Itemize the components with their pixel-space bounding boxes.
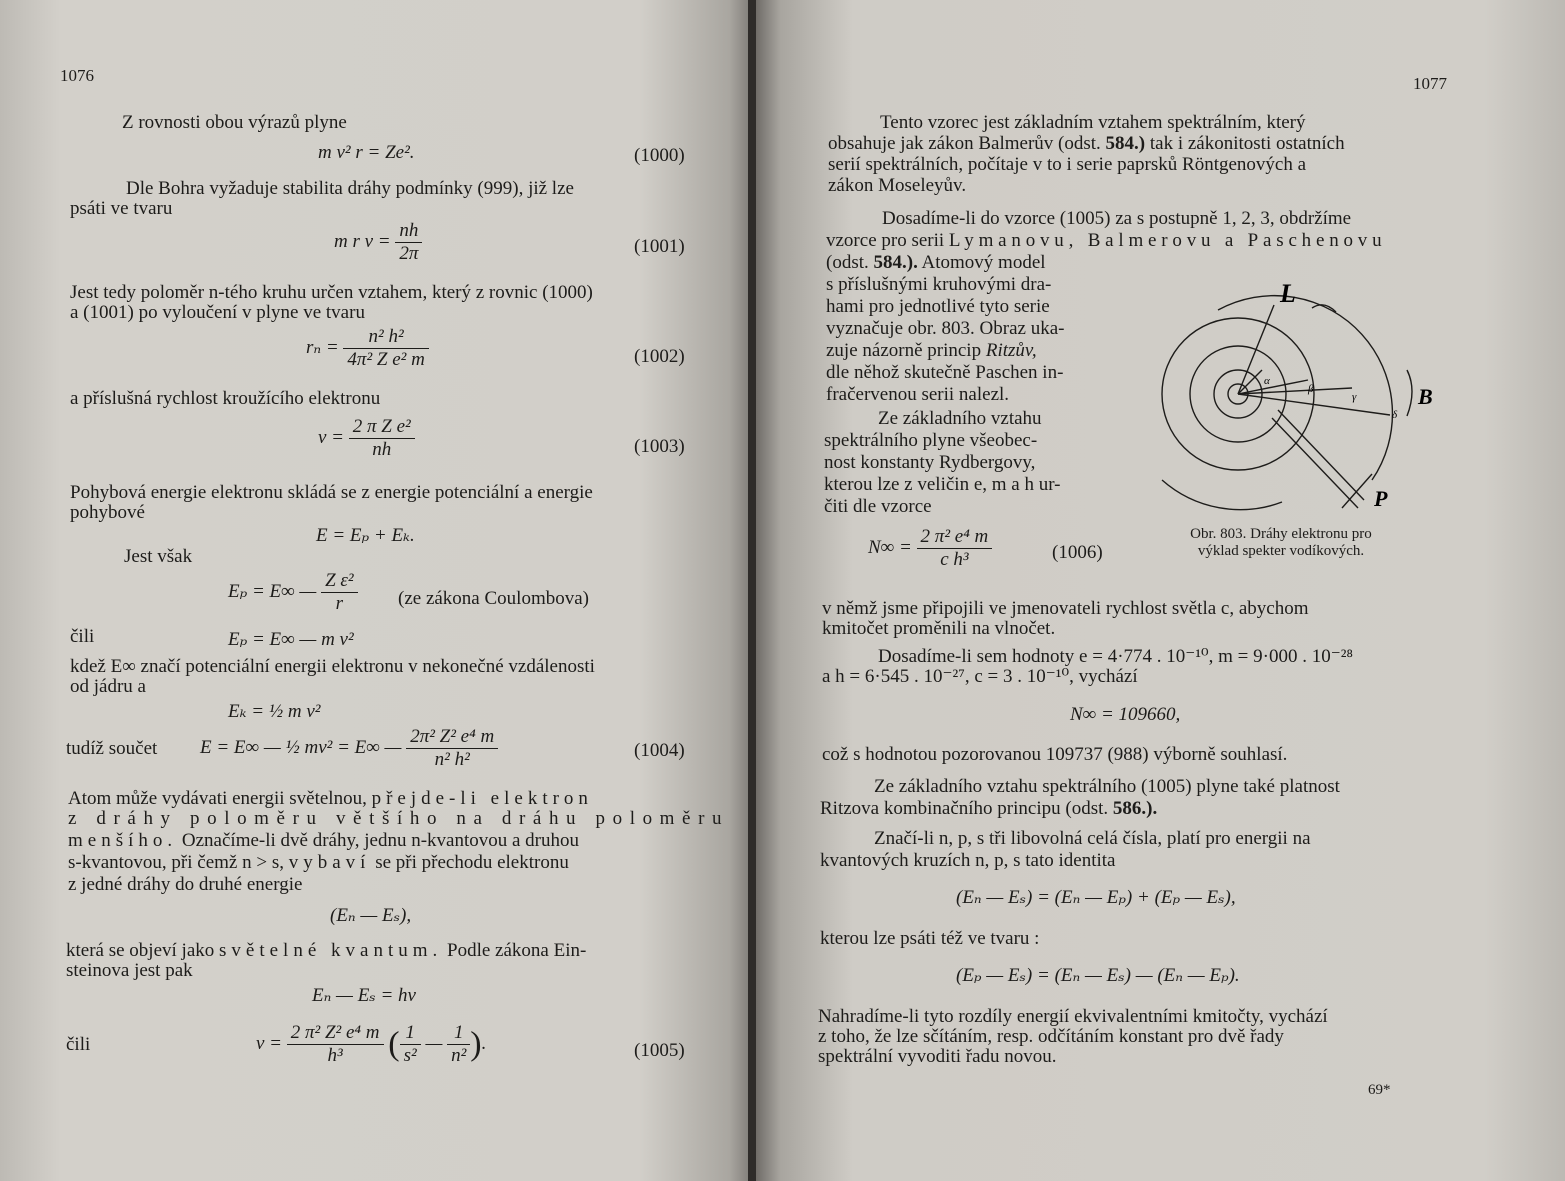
paragraph-line: čili <box>70 626 95 647</box>
paragraph-line: Ze základního vztahu spektrálního (1005) plyne také platnost <box>874 776 1340 797</box>
paragraph-line: Značí-li n, p, s tři libovolná celá čísla, platí pro energii na <box>874 828 1311 849</box>
equation: rₙ = $\frac{\text{n² h²}}{\text{4π² Z e² m}}$ <box>306 326 429 371</box>
paragraph-line: čiti dle vzorce <box>824 496 932 517</box>
signature-mark: 69* <box>1368 1082 1391 1098</box>
paragraph-line: steinova jest pak <box>66 960 193 981</box>
equation: N∞ = $\frac{\text{2 π² e⁴ m}}{\text{c h³}}$ <box>868 526 992 571</box>
paragraph-line: spektrální vyvoditi řadu novou. <box>818 1046 1057 1067</box>
paragraph-line: z dráhy poloměru většího na dráhu poloměru <box>68 808 730 829</box>
paragraph-line: obsahuje jak zákon Balmerův (odst. 584.) tak i zákonitosti ostatních <box>828 133 1345 154</box>
fraction: $\frac{\text{2 π² Z² e⁴ m}}{\text{h³}}$ <box>287 1022 384 1067</box>
paragraph-line: tudíž součet <box>66 738 158 759</box>
paragraph-line: Dosadíme-li do vzorce (1005) za s postupně 1, 2, 3, obdržíme <box>882 208 1352 229</box>
paragraph-line: spektrálního plyne všeobec- <box>824 430 1038 451</box>
fraction: $\frac{\text{2π² Z² e⁴ m}}{\text{n² h²}}$ <box>406 726 498 771</box>
paragraph-line: Nahradíme-li tyto rozdíly energií ekvivalentními kmitočty, vychází <box>818 1006 1328 1027</box>
orbit-5-arc-lower <box>1162 480 1282 510</box>
paragraph-line: která se objeví jako světelné kvantum. Podle zákona Ein- <box>66 940 587 961</box>
equation: N∞ = 109660, <box>1070 704 1181 725</box>
paragraph: Z rovnosti obou výrazů plyne <box>122 112 347 133</box>
figure-label-beta: β <box>1308 383 1314 395</box>
paragraph-line: Dle Bohra vyžaduje stabilita dráhy podmínky (999), již lze <box>126 178 574 199</box>
equation: E = Eₚ + Eₖ. <box>316 525 415 546</box>
paragraph-line: z jedné dráhy do druhé energie <box>68 874 303 895</box>
transition-P1 <box>1272 418 1358 508</box>
figure-electron-orbits <box>1132 270 1462 520</box>
equation: Eₖ = ½ m v² <box>228 701 321 722</box>
paragraph-line: pohybové <box>70 502 145 523</box>
right-page <box>756 0 1565 1181</box>
fraction: $\frac{\text{Z ε²}}{r}$ <box>321 570 358 615</box>
equation: (Eₚ — Eₛ) = (Eₙ — Eₛ) — (Eₙ — Eₚ). <box>956 965 1240 986</box>
paragraph-line: Tento vzorec jest základním vztahem spektrálním, který <box>880 112 1306 133</box>
figure-label-delta: δ <box>1392 409 1398 421</box>
equation-number: (1000) <box>634 145 685 166</box>
paragraph-line: čili <box>66 1034 91 1055</box>
equation: Eₙ — Eₛ = hν <box>312 985 416 1006</box>
paragraph-line: menšího. Označíme-li dvě dráhy, jednu n-kvantovou a druhou <box>68 830 580 851</box>
page-number: 1076 <box>60 66 94 85</box>
paragraph-line: kvantových kruzích n, p, s tato identita <box>820 850 1116 871</box>
fraction: $\frac{\text{2 π² e⁴ m}}{\text{c h³}}$ <box>917 526 993 571</box>
paragraph-line: Jest tedy poloměr n-tého kruhu určen vztahem, který z rovnic (1000) <box>70 282 593 303</box>
figure-label-B: B <box>1418 384 1433 409</box>
figure-label-gamma: γ <box>1352 391 1357 403</box>
page-number: 1077 <box>1413 74 1447 93</box>
equation: v = $\frac{\text{2 π Z e²}}{nh}$ <box>318 416 415 461</box>
fraction: $\frac{\text{n² h²}}{\text{4π² Z e² m}}$ <box>343 326 428 371</box>
equation-number: (1001) <box>634 236 685 257</box>
fraction: $\frac{1}{\text{s²}}$ <box>400 1022 421 1067</box>
transition-P2 <box>1278 410 1364 500</box>
paragraph-line: a h = 6·545 . 10⁻²⁷, c = 3 . 10⁻¹⁰, vychází <box>822 666 1138 687</box>
equation-number: (1006) <box>1052 542 1103 563</box>
paragraph-line: od jádru a <box>70 676 146 697</box>
equation: ν = $\frac{\text{2 π² Z² e⁴ m}}{\text{h³}}$ ( $\frac{1}{\text{s²}}$ — $\frac{1}{\text{n²}}$ ). <box>256 1022 487 1066</box>
equation: Eₚ = E∞ — m v² <box>228 629 354 650</box>
paragraph-line: dle něhož skutečně Paschen in- <box>826 362 1064 383</box>
paragraph-line: s příslušnými kruhovými dra- <box>826 274 1052 295</box>
paragraph-line: Pohybová energie elektronu skládá se z energie potenciální a energie <box>70 482 593 503</box>
fraction: $\frac{nh}{2\pi}$ <box>395 220 422 265</box>
equation-number: (1003) <box>634 436 685 457</box>
paragraph-line: Jest však <box>124 546 193 567</box>
paragraph-line: Atom může vydávati energii světelnou, přejde-li elektron <box>68 788 593 809</box>
bracket-B <box>1407 370 1412 416</box>
paragraph-line: v němž jsme připojili ve jmenovateli rychlost světla c, abychom <box>822 598 1309 619</box>
paragraph-line: hami pro jednotlivé tyto serie <box>826 296 1050 317</box>
equation-note: (ze zákona Coulombova) <box>398 588 589 609</box>
paragraph-line: vzorce pro serii Lymanovu, Balmerovu a Paschenovu <box>826 230 1387 251</box>
figure-label-P: P <box>1374 486 1388 511</box>
bracket-P <box>1342 474 1372 508</box>
paragraph-line: nost konstanty Rydbergovy, <box>824 452 1036 473</box>
fraction: $\frac{\text{2 π Z e²}}{nh}$ <box>349 416 415 461</box>
paragraph-line: kterou lze z veličin e, m a h ur- <box>824 474 1061 495</box>
equation: E = E∞ — ½ mv² = E∞ — $\frac{\text{2π² Z² e⁴ m}}{\text{n² h²}}$ <box>200 726 498 771</box>
paragraph-line: kterou lze psáti též ve tvaru : <box>820 928 1040 949</box>
figure-caption: Obr. 803. Dráhy elektronu pro výklad spekter vodíkových. <box>1190 526 1372 559</box>
paragraph-line: fračervenou serii nalezl. <box>826 384 1010 405</box>
paragraph-line: (odst. 584.). Atomový model <box>826 252 1046 273</box>
equation-lhs: m r v = <box>334 230 391 252</box>
paragraph-line: s-kvantovou, při čemž n > s, vybaví se při přechodu elektronu <box>68 852 569 873</box>
paragraph-line: psáti ve tvaru <box>70 198 173 219</box>
left-page <box>0 0 752 1181</box>
paragraph-line: což s hodnotou pozorovanou 109737 (988) výborně souhlasí. <box>822 744 1288 765</box>
paragraph-line: Dosadíme-li sem hodnoty e = 4·774 . 10⁻¹⁰, m = 9·000 . 10⁻²⁸ <box>878 646 1354 667</box>
paragraph-line: kmitočet proměnili na vlnočet. <box>822 618 1056 639</box>
fraction: $\frac{1}{\text{n²}}$ <box>447 1022 470 1067</box>
paragraph-line: vyznačuje obr. 803. Obraz uka- <box>826 318 1065 339</box>
paragraph-line: kdež E∞ značí potenciální energii elektronu v nekonečné vzdálenosti <box>70 656 595 677</box>
equation <box>334 220 422 265</box>
equation-number: (1004) <box>634 740 685 761</box>
paragraph-line: z toho, že lze sčítáním, resp. odčítáním konstant pro dvě řady <box>818 1026 1284 1047</box>
equation: (Eₙ — Eₛ), <box>330 905 412 926</box>
paragraph-line: serií spektrálních, počítaje v to i serie paprsků Röntgenových a <box>828 154 1307 175</box>
paragraph-line: a příslušná rychlost kroužícího elektronu <box>70 388 381 409</box>
paragraph-line: Ritzova kombinačního principu (odst. 586.). <box>820 798 1158 819</box>
equation: m v² r = Ze². <box>318 142 415 163</box>
paragraph-line: zuje názorně princip Ritzův, <box>826 340 1037 361</box>
paragraph-line: a (1001) po vyloučení v plyne ve tvaru <box>70 302 365 323</box>
equation: (Eₙ — Eₛ) = (Eₙ — Eₚ) + (Eₚ — Eₛ), <box>956 887 1236 908</box>
paragraph-line: Ze základního vztahu <box>878 408 1042 429</box>
equation-number: (1005) <box>634 1040 685 1061</box>
figure-label-alpha: α <box>1264 375 1270 387</box>
equation-number: (1002) <box>634 346 685 367</box>
equation: Eₚ = E∞ — $\frac{\text{Z ε²}}{r}$ <box>228 570 358 615</box>
paragraph-line: zákon Moseleyův. <box>828 175 967 196</box>
figure-label-L: L <box>1280 279 1296 308</box>
